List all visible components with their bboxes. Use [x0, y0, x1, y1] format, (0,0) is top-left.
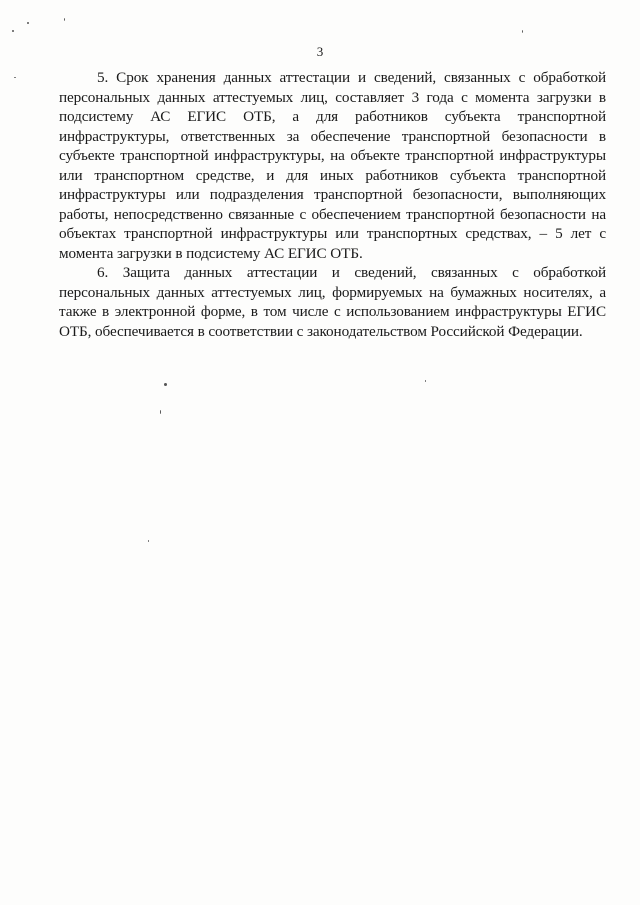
page-number: 3	[316, 44, 324, 59]
scan-speck	[160, 410, 161, 414]
document-body	[59, 68, 606, 341]
scan-speck	[148, 540, 149, 542]
paragraph-5: 5. Срок хранения данных аттестации и сведений, связанных с обработкой персональных данных аттестуемых лиц, составляет 3 года с момента загрузки в подсистему АС ЕГИС ОТБ, а для работников субъекта транспортной инфраструктуры, ответственных за обеспечение транспортной безопасности в субъекте транспортной инфраструктуры, на объекте транспортной инфраструктуры или транспортном средстве, и для иных работников субъекта транспортной инфраструктуры или подразделения транспортной безопасности, выполняющих работы, непосредственно связанные с обеспечением транспортной безопасности на объектах транспортной инфраструктуры или транспортных средствах, – 5 лет с момента загрузки в подсистему АС ЕГИС ОТБ.	[59, 69, 606, 262]
scan-speck	[64, 18, 65, 21]
scan-speck	[425, 380, 426, 382]
scan-speck	[12, 30, 14, 32]
scan-speck	[522, 30, 523, 33]
scan-speck	[164, 383, 167, 386]
paragraph-6: 6. Защита данных аттестации и сведений, связанных с обработкой персональных данных аттестуемых лиц, формируемых на бумажных носителях, а также в электронной форме, в том числе с использованием инфраструктуры ЕГИС ОТБ, обеспечивается в соответствии с законодательством Российской Федерации.	[59, 264, 606, 340]
scan-speck	[14, 77, 16, 78]
scan-speck	[27, 22, 29, 24]
